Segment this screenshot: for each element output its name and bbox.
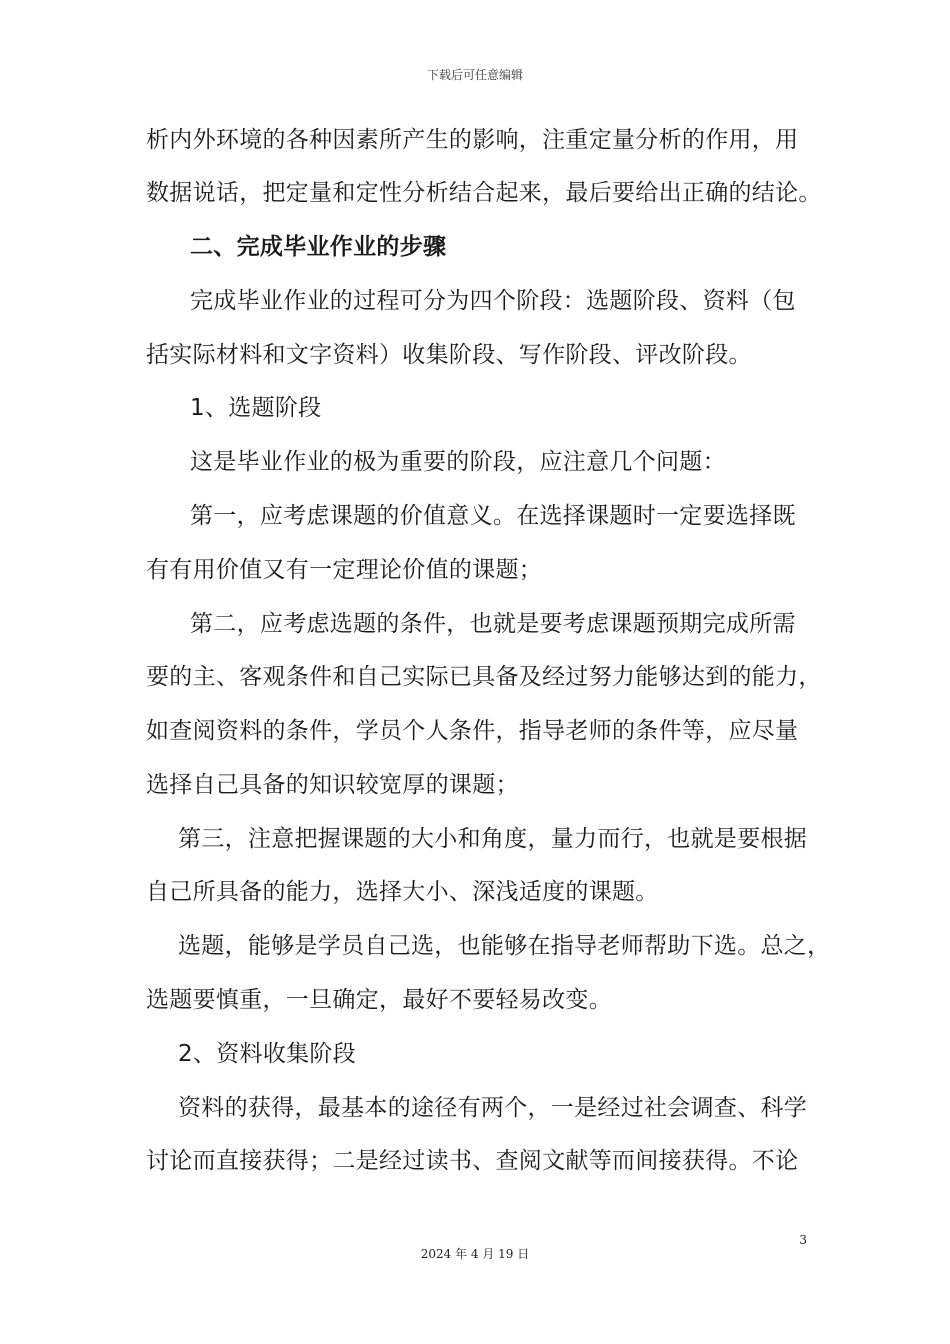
body-line: 数据说话，把定量和定性分析结合起来，最后要给出正确的结论。 [146,180,822,206]
body-line: 第三，注意把握课题的大小和角度，量力而行，也就是要根据 [178,826,808,852]
body-line: 如查阅资料的条件，学员个人条件，指导老师的条件等，应尽量 [146,718,799,744]
body-line: 括实际材料和文字资料）收集阶段、写作阶段、评改阶段。 [146,342,752,368]
page-number: 3 [799,1233,807,1247]
section-heading: 二、完成毕业作业的步骤 [190,234,447,260]
body-line: 第一，应考虑课题的价值意义。在选择课题时一定要选择既 [190,503,796,529]
body-line: 资料的获得，最基本的途径有两个，一是经过社会调查、科学 [178,1095,808,1121]
body-line: 完成毕业作业的过程可分为四个阶段：选题阶段、资料（包 [190,288,796,314]
body-line: 选题，能够是学员自己选，也能够在指导老师帮助下选。总之， [178,933,831,959]
page-footer-date: 2024 年 4 月 19 日 [420,1247,530,1261]
body-line: 析内外环境的各种因素所产生的影响，注重定量分析的作用，用 [146,127,799,153]
body-line: 讨论而直接获得；二是经过读书、查阅文献等而间接获得。不论 [146,1148,799,1174]
body-line: 有有用价值又有一定理论价值的课题； [146,557,543,583]
body-line: 要的主、客观条件和自己实际已具备及经过努力能够达到的能力， [146,664,822,690]
body-line: 选择自己具备的知识较宽厚的课题； [146,772,519,798]
body-line: 选题要慎重，一旦确定，最好不要轻易改变。 [146,987,612,1013]
body-line: 自己所具备的能力，选择大小、深浅适度的课题。 [146,879,659,905]
body-line: 第二，应考虑选题的条件，也就是要考虑课题预期完成所需 [190,611,796,637]
subsection-heading: 1、选题阶段 [190,395,322,421]
body-line: 这是毕业作业的极为重要的阶段，应注意几个问题： [190,449,726,475]
page-header: 下载后可任意编辑 [426,68,523,82]
subsection-heading: 2、资料收集阶段 [178,1041,357,1067]
